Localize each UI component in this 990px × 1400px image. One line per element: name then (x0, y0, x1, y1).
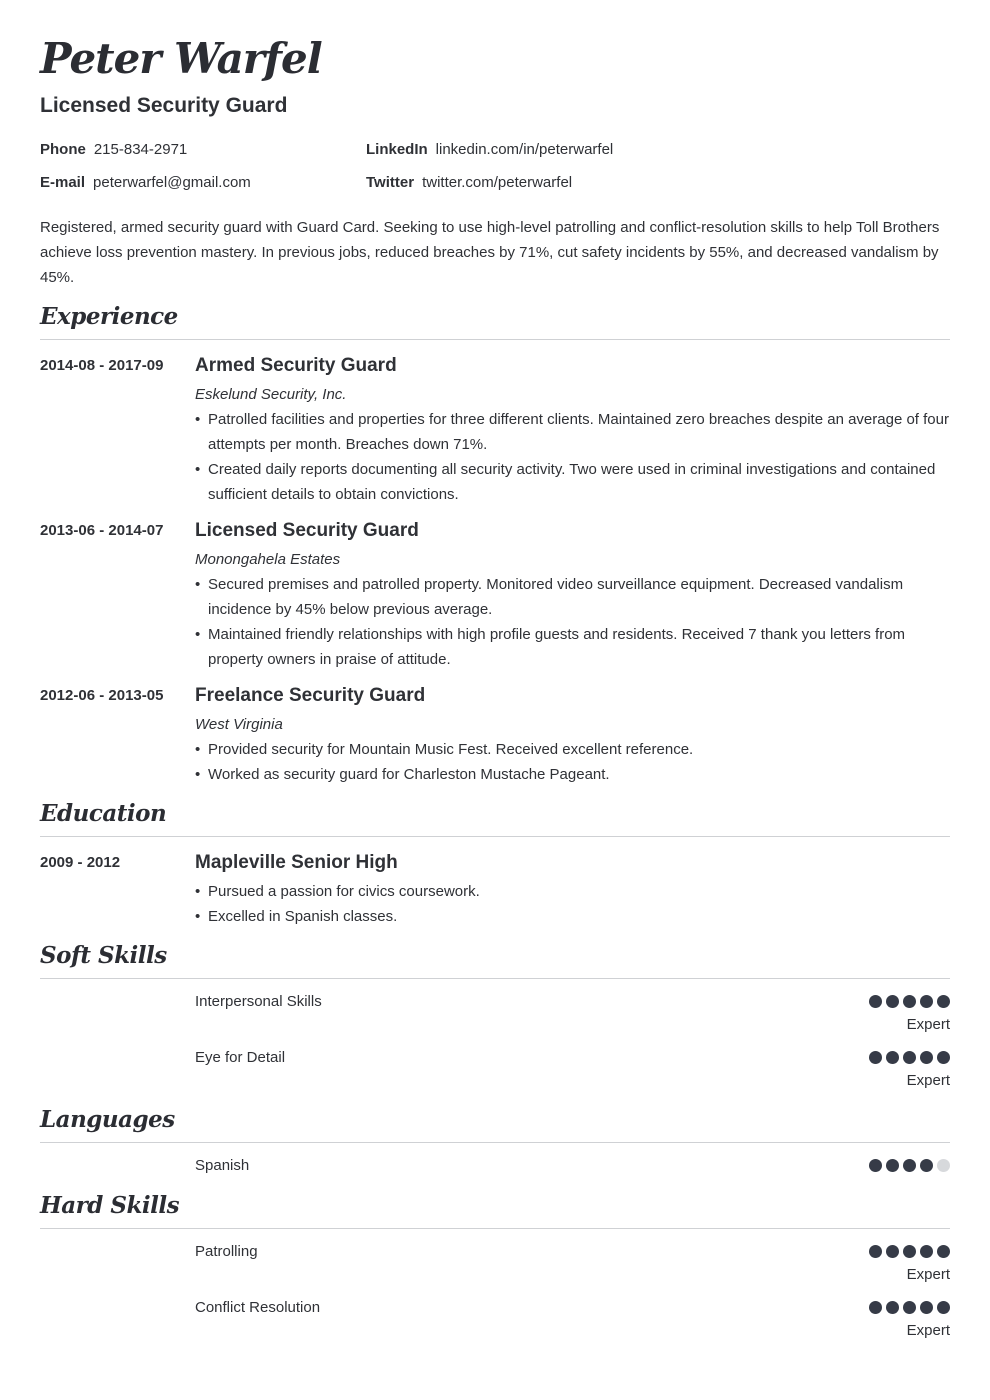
experience-company: West Virginia (195, 716, 283, 733)
experience-bullets (195, 572, 950, 672)
contact-linkedin (366, 141, 613, 159)
skill-rating (869, 1051, 950, 1064)
contact-label: E-mail (40, 174, 86, 191)
experience-bullets (195, 407, 950, 507)
rating-dot-filled (937, 1301, 950, 1314)
rating-dot-filled (937, 1051, 950, 1064)
rating-dot-filled (886, 1301, 899, 1314)
skill-rating (869, 1245, 950, 1258)
skill-level: Expert (906, 1266, 950, 1283)
rating-dot-filled (903, 1245, 916, 1258)
rating-dot-filled (937, 1245, 950, 1258)
contact-phone (40, 141, 187, 159)
experience-dates: 2014-08 - 2017-09 (40, 357, 164, 374)
education-bullets (195, 879, 950, 929)
contact-label: Twitter (366, 174, 415, 191)
rating-dot-empty (937, 1159, 950, 1172)
rating-dot-filled (869, 1245, 882, 1258)
rating-dot-filled (886, 1245, 899, 1258)
rating-dot-filled (869, 1159, 882, 1172)
bullet-item: • Secured premises and patrolled property. Monitored video surveillance equipment. Decreased vandalism incidence by 45% below previous average. (195, 572, 950, 622)
rating-dot-filled (903, 1159, 916, 1172)
rating-dot-filled (920, 1051, 933, 1064)
bullet-item: • Excelled in Spanish classes. (195, 904, 950, 929)
rating-dot-filled (869, 1301, 882, 1314)
bullet-item: • Maintained friendly relationships with high profile guests and residents. Received 7 thank you letters from property owners in praise of attitude. (195, 622, 950, 672)
experience-dates: 2013-06 - 2014-07 (40, 522, 164, 539)
contact-value: 215-834-2971 (93, 141, 188, 158)
rating-dot-filled (937, 995, 950, 1008)
skill-name: Eye for Detail (195, 1049, 286, 1066)
contact-value: twitter.com/peterwarfel (422, 174, 573, 191)
bullet-item: • Pursued a passion for civics coursework. (195, 879, 950, 904)
section-divider (40, 1228, 950, 1229)
rating-dot-filled (903, 1051, 916, 1064)
rating-dot-filled (886, 1051, 899, 1064)
bullet-item: • Worked as security guard for Charleston Mustache Pageant. (195, 762, 950, 787)
contact-label: LinkedIn (366, 141, 428, 158)
contact-label: Phone (40, 141, 86, 158)
experience-company: Eskelund Security, Inc. (195, 386, 347, 403)
education-school: Mapleville Senior High (195, 852, 398, 873)
skill-name: Conflict Resolution (195, 1299, 321, 1316)
language-name: Spanish (195, 1157, 250, 1174)
rating-dot-filled (869, 1051, 882, 1064)
contact-value: linkedin.com/in/peterwarfel (435, 141, 614, 158)
experience-role: Armed Security Guard (195, 355, 397, 376)
job-title: Licensed Security Guard (40, 94, 288, 117)
skill-level: Expert (906, 1322, 950, 1339)
candidate-name: Peter Warfel (40, 34, 322, 83)
rating-dot-filled (903, 1301, 916, 1314)
rating-dot-filled (920, 1301, 933, 1314)
section-divider (40, 836, 950, 837)
experience-dates: 2012-06 - 2013-05 (40, 687, 164, 704)
rating-dot-filled (869, 995, 882, 1008)
bullet-item: • Provided security for Mountain Music Fest. Received excellent reference. (195, 737, 950, 762)
rating-dot-filled (886, 1159, 899, 1172)
experience-company: Monongahela Estates (195, 551, 341, 568)
contact-email (40, 174, 251, 192)
section-heading-experience: Experience (40, 303, 178, 330)
rating-dot-filled (886, 995, 899, 1008)
language-rating (869, 1159, 950, 1172)
skill-level: Expert (906, 1072, 950, 1089)
section-heading-languages: Languages (40, 1106, 175, 1133)
experience-role: Freelance Security Guard (195, 685, 426, 706)
skill-level: Expert (906, 1016, 950, 1033)
bullet-item: • Patrolled facilities and properties for three different clients. Maintained zero breaches despite an average of four attempts per month. Breaches down 71%. (195, 407, 950, 457)
contact-twitter (366, 174, 572, 192)
skill-rating (869, 1301, 950, 1314)
skill-name: Interpersonal Skills (195, 993, 322, 1010)
education-dates: 2009 - 2012 (40, 854, 121, 871)
skill-rating (869, 995, 950, 1008)
section-divider (40, 339, 950, 340)
section-heading-hard-skills: Hard Skills (40, 1192, 180, 1219)
section-heading-soft-skills: Soft Skills (40, 942, 167, 969)
bullet-item: • Created daily reports documenting all security activity. Two were used in criminal investigations and contained sufficient details to obtain convictions. (195, 457, 950, 507)
skill-name: Patrolling (195, 1243, 258, 1260)
section-heading-education: Education (40, 800, 167, 827)
section-divider (40, 978, 950, 979)
rating-dot-filled (920, 995, 933, 1008)
experience-bullets (195, 737, 950, 787)
rating-dot-filled (903, 995, 916, 1008)
rating-dot-filled (920, 1159, 933, 1172)
section-divider (40, 1142, 950, 1143)
contact-value: peterwarfel@gmail.com (93, 174, 251, 191)
experience-role: Licensed Security Guard (195, 520, 419, 541)
summary: Registered, armed security guard with Guard Card. Seeking to use high-level patrolling and conflict-resolution skills to help Toll Brothers achieve loss prevention mastery. In previous jobs, reduced breaches by 71%, cut safety incidents by 55%, and decreased vandalism by 45%. (40, 219, 940, 286)
rating-dot-filled (920, 1245, 933, 1258)
